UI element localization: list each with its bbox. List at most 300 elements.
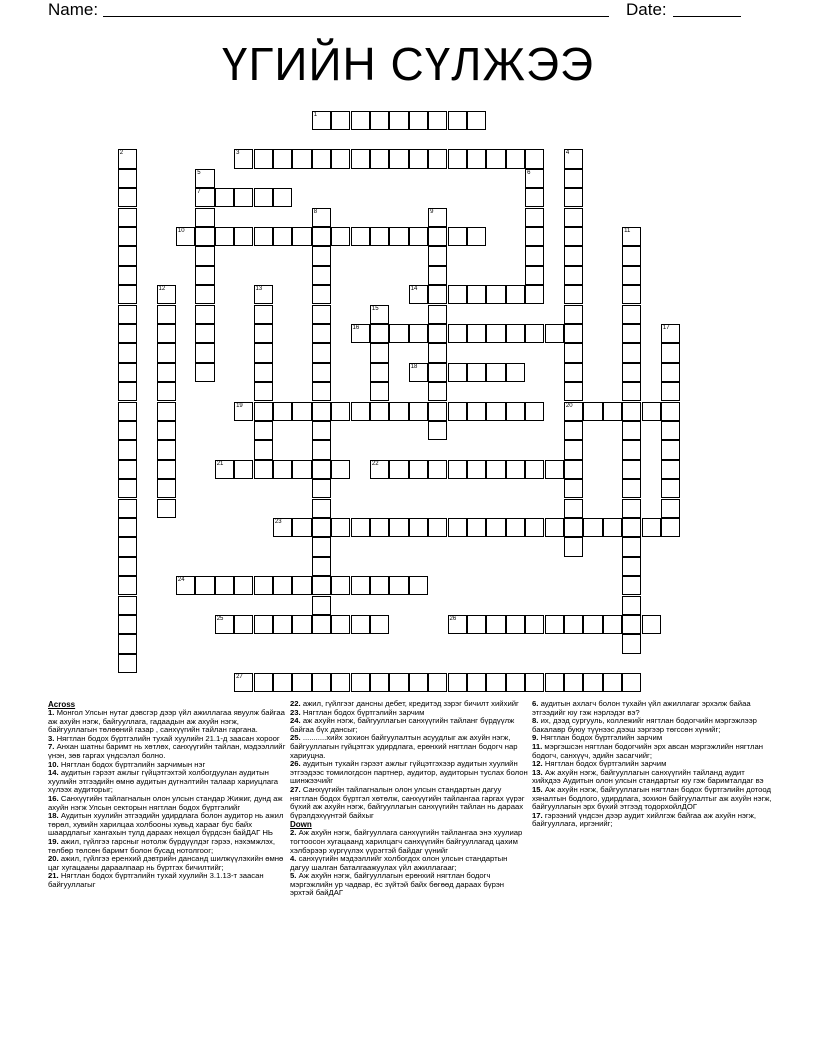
- grid-cell[interactable]: [564, 421, 583, 440]
- grid-cell[interactable]: [312, 499, 331, 518]
- grid-cell[interactable]: [118, 440, 137, 459]
- grid-cell[interactable]: [564, 305, 583, 324]
- grid-cell[interactable]: [370, 227, 389, 246]
- grid-cell[interactable]: [603, 615, 622, 634]
- grid-cell[interactable]: [351, 402, 370, 421]
- grid-cell[interactable]: [564, 673, 583, 692]
- grid-cell[interactable]: [292, 673, 311, 692]
- grid-cell[interactable]: [428, 673, 447, 692]
- grid-cell[interactable]: [118, 305, 137, 324]
- grid-cell[interactable]: [564, 615, 583, 634]
- grid-cell[interactable]: [409, 518, 428, 537]
- grid-cell[interactable]: [564, 537, 583, 556]
- grid-cell[interactable]: [176, 227, 195, 246]
- grid-cell[interactable]: [622, 634, 641, 653]
- grid-cell[interactable]: [583, 402, 602, 421]
- grid-cell[interactable]: [215, 615, 234, 634]
- grid-cell[interactable]: [157, 499, 176, 518]
- grid-cell[interactable]: [312, 440, 331, 459]
- grid-cell[interactable]: [467, 402, 486, 421]
- grid-cell[interactable]: [234, 615, 253, 634]
- grid-cell[interactable]: [195, 324, 214, 343]
- grid-cell[interactable]: [428, 402, 447, 421]
- grid-cell[interactable]: [448, 285, 467, 304]
- grid-cell[interactable]: [525, 324, 544, 343]
- grid-cell[interactable]: [312, 557, 331, 576]
- grid-cell[interactable]: [273, 673, 292, 692]
- grid-cell[interactable]: [603, 673, 622, 692]
- grid-cell[interactable]: [331, 673, 350, 692]
- grid-cell[interactable]: [428, 382, 447, 401]
- grid-cell[interactable]: [545, 673, 564, 692]
- grid-cell[interactable]: [428, 460, 447, 479]
- grid-cell[interactable]: [661, 440, 680, 459]
- grid-cell[interactable]: [525, 266, 544, 285]
- grid-cell[interactable]: [118, 246, 137, 265]
- grid-cell[interactable]: [428, 421, 447, 440]
- grid-cell[interactable]: [157, 421, 176, 440]
- grid-cell[interactable]: [622, 343, 641, 362]
- grid-cell[interactable]: [622, 557, 641, 576]
- grid-cell[interactable]: [370, 518, 389, 537]
- grid-cell[interactable]: [428, 111, 447, 130]
- grid-cell[interactable]: [312, 673, 331, 692]
- grid-cell[interactable]: [545, 518, 564, 537]
- grid-cell[interactable]: [254, 285, 273, 304]
- grid-cell[interactable]: [273, 576, 292, 595]
- grid-cell[interactable]: [312, 246, 331, 265]
- grid-cell[interactable]: [118, 499, 137, 518]
- grid-cell[interactable]: [448, 402, 467, 421]
- grid-cell[interactable]: [118, 615, 137, 634]
- grid-cell[interactable]: [312, 363, 331, 382]
- grid-cell[interactable]: [564, 499, 583, 518]
- grid-cell[interactable]: [622, 596, 641, 615]
- grid-cell[interactable]: [506, 518, 525, 537]
- grid-cell[interactable]: [254, 149, 273, 168]
- grid-cell[interactable]: [118, 479, 137, 498]
- grid-cell[interactable]: [312, 343, 331, 362]
- grid-cell[interactable]: [564, 149, 583, 168]
- grid-cell[interactable]: [467, 324, 486, 343]
- grid-cell[interactable]: [312, 421, 331, 440]
- grid-cell[interactable]: [428, 518, 447, 537]
- grid-cell[interactable]: [467, 460, 486, 479]
- grid-cell[interactable]: [195, 169, 214, 188]
- grid-cell[interactable]: [254, 343, 273, 362]
- grid-cell[interactable]: [642, 518, 661, 537]
- grid-cell[interactable]: [215, 188, 234, 207]
- grid-cell[interactable]: [370, 149, 389, 168]
- grid-cell[interactable]: [312, 324, 331, 343]
- grid-cell[interactable]: [215, 576, 234, 595]
- grid-cell[interactable]: [118, 363, 137, 382]
- grid-cell[interactable]: [370, 305, 389, 324]
- grid-cell[interactable]: [157, 479, 176, 498]
- grid-cell[interactable]: [195, 246, 214, 265]
- grid-cell[interactable]: [661, 382, 680, 401]
- grid-cell[interactable]: [195, 343, 214, 362]
- grid-cell[interactable]: [622, 266, 641, 285]
- grid-cell[interactable]: [622, 421, 641, 440]
- grid-cell[interactable]: [351, 518, 370, 537]
- grid-cell[interactable]: [312, 266, 331, 285]
- grid-cell[interactable]: [564, 343, 583, 362]
- grid-cell[interactable]: [467, 111, 486, 130]
- grid-cell[interactable]: [195, 208, 214, 227]
- grid-cell[interactable]: [118, 654, 137, 673]
- grid-cell[interactable]: [486, 149, 505, 168]
- grid-cell[interactable]: [292, 149, 311, 168]
- grid-cell[interactable]: [525, 285, 544, 304]
- grid-cell[interactable]: [428, 285, 447, 304]
- grid-cell[interactable]: [331, 615, 350, 634]
- grid-cell[interactable]: [312, 576, 331, 595]
- grid-cell[interactable]: [622, 285, 641, 304]
- grid-cell[interactable]: [370, 343, 389, 362]
- grid-cell[interactable]: [428, 343, 447, 362]
- grid-cell[interactable]: [215, 227, 234, 246]
- grid-cell[interactable]: [583, 518, 602, 537]
- grid-cell[interactable]: [312, 227, 331, 246]
- grid-cell[interactable]: [118, 576, 137, 595]
- grid-cell[interactable]: [331, 518, 350, 537]
- grid-cell[interactable]: [292, 402, 311, 421]
- grid-cell[interactable]: [409, 402, 428, 421]
- grid-cell[interactable]: [195, 305, 214, 324]
- grid-cell[interactable]: [622, 518, 641, 537]
- grid-cell[interactable]: [273, 615, 292, 634]
- grid-cell[interactable]: [448, 149, 467, 168]
- grid-cell[interactable]: [622, 479, 641, 498]
- grid-cell[interactable]: [506, 285, 525, 304]
- grid-cell[interactable]: [467, 363, 486, 382]
- grid-cell[interactable]: [409, 285, 428, 304]
- grid-cell[interactable]: [448, 518, 467, 537]
- grid-cell[interactable]: [254, 324, 273, 343]
- grid-cell[interactable]: [312, 615, 331, 634]
- grid-cell[interactable]: [273, 149, 292, 168]
- grid-cell[interactable]: [428, 324, 447, 343]
- grid-cell[interactable]: [642, 615, 661, 634]
- grid-cell[interactable]: [409, 460, 428, 479]
- grid-cell[interactable]: [312, 460, 331, 479]
- grid-cell[interactable]: [312, 402, 331, 421]
- grid-cell[interactable]: [622, 305, 641, 324]
- grid-cell[interactable]: [389, 149, 408, 168]
- grid-cell[interactable]: [273, 402, 292, 421]
- grid-cell[interactable]: [195, 363, 214, 382]
- grid-cell[interactable]: [292, 518, 311, 537]
- grid-cell[interactable]: [428, 305, 447, 324]
- grid-cell[interactable]: [389, 673, 408, 692]
- grid-cell[interactable]: [448, 324, 467, 343]
- grid-cell[interactable]: [506, 460, 525, 479]
- grid-cell[interactable]: [312, 382, 331, 401]
- grid-cell[interactable]: [254, 402, 273, 421]
- grid-cell[interactable]: [234, 673, 253, 692]
- grid-cell[interactable]: [370, 615, 389, 634]
- grid-cell[interactable]: [506, 324, 525, 343]
- grid-cell[interactable]: [351, 149, 370, 168]
- grid-cell[interactable]: [389, 324, 408, 343]
- grid-cell[interactable]: [370, 363, 389, 382]
- grid-cell[interactable]: [157, 382, 176, 401]
- grid-cell[interactable]: [583, 673, 602, 692]
- grid-cell[interactable]: [428, 266, 447, 285]
- grid-cell[interactable]: [370, 576, 389, 595]
- grid-cell[interactable]: [254, 305, 273, 324]
- grid-cell[interactable]: [525, 227, 544, 246]
- grid-cell[interactable]: [486, 460, 505, 479]
- grid-cell[interactable]: [622, 499, 641, 518]
- grid-cell[interactable]: [157, 402, 176, 421]
- grid-cell[interactable]: [622, 440, 641, 459]
- grid-cell[interactable]: [564, 460, 583, 479]
- grid-cell[interactable]: [564, 169, 583, 188]
- grid-cell[interactable]: [254, 227, 273, 246]
- grid-cell[interactable]: [118, 188, 137, 207]
- grid-cell[interactable]: [331, 576, 350, 595]
- grid-cell[interactable]: [176, 576, 195, 595]
- grid-cell[interactable]: [486, 673, 505, 692]
- grid-cell[interactable]: [312, 518, 331, 537]
- grid-cell[interactable]: [351, 673, 370, 692]
- grid-cell[interactable]: [254, 382, 273, 401]
- grid-cell[interactable]: [312, 208, 331, 227]
- grid-cell[interactable]: [351, 111, 370, 130]
- grid-cell[interactable]: [448, 460, 467, 479]
- grid-cell[interactable]: [118, 343, 137, 362]
- grid-cell[interactable]: [525, 518, 544, 537]
- grid-cell[interactable]: [467, 518, 486, 537]
- grid-cell[interactable]: [467, 615, 486, 634]
- grid-cell[interactable]: [661, 518, 680, 537]
- grid-cell[interactable]: [331, 460, 350, 479]
- grid-cell[interactable]: [564, 324, 583, 343]
- grid-cell[interactable]: [157, 440, 176, 459]
- grid-cell[interactable]: [486, 402, 505, 421]
- grid-cell[interactable]: [525, 673, 544, 692]
- grid-cell[interactable]: [564, 246, 583, 265]
- grid-cell[interactable]: [564, 518, 583, 537]
- grid-cell[interactable]: [428, 246, 447, 265]
- grid-cell[interactable]: [428, 149, 447, 168]
- grid-cell[interactable]: [234, 227, 253, 246]
- grid-cell[interactable]: [118, 537, 137, 556]
- grid-cell[interactable]: [564, 440, 583, 459]
- grid-cell[interactable]: [661, 460, 680, 479]
- grid-cell[interactable]: [370, 111, 389, 130]
- grid-cell[interactable]: [486, 324, 505, 343]
- grid-cell[interactable]: [118, 421, 137, 440]
- grid-cell[interactable]: [564, 208, 583, 227]
- grid-cell[interactable]: [157, 285, 176, 304]
- grid-cell[interactable]: [409, 324, 428, 343]
- grid-cell[interactable]: [525, 208, 544, 227]
- grid-cell[interactable]: [661, 363, 680, 382]
- grid-cell[interactable]: [118, 169, 137, 188]
- grid-cell[interactable]: [254, 615, 273, 634]
- grid-cell[interactable]: [157, 324, 176, 343]
- grid-cell[interactable]: [603, 518, 622, 537]
- grid-cell[interactable]: [389, 111, 408, 130]
- grid-cell[interactable]: [234, 576, 253, 595]
- grid-cell[interactable]: [118, 596, 137, 615]
- grid-cell[interactable]: [506, 363, 525, 382]
- grid-cell[interactable]: [409, 363, 428, 382]
- grid-cell[interactable]: [661, 343, 680, 362]
- grid-cell[interactable]: [195, 285, 214, 304]
- grid-cell[interactable]: [622, 402, 641, 421]
- grid-cell[interactable]: [525, 169, 544, 188]
- grid-cell[interactable]: [273, 227, 292, 246]
- grid-cell[interactable]: [467, 673, 486, 692]
- grid-cell[interactable]: [525, 460, 544, 479]
- grid-cell[interactable]: [525, 402, 544, 421]
- grid-cell[interactable]: [312, 285, 331, 304]
- grid-cell[interactable]: [525, 246, 544, 265]
- grid-cell[interactable]: [292, 615, 311, 634]
- grid-cell[interactable]: [351, 227, 370, 246]
- grid-cell[interactable]: [273, 460, 292, 479]
- grid-cell[interactable]: [486, 363, 505, 382]
- grid-cell[interactable]: [448, 363, 467, 382]
- grid-cell[interactable]: [467, 149, 486, 168]
- grid-cell[interactable]: [389, 402, 408, 421]
- grid-cell[interactable]: [157, 363, 176, 382]
- grid-cell[interactable]: [118, 227, 137, 246]
- grid-cell[interactable]: [331, 227, 350, 246]
- grid-cell[interactable]: [467, 285, 486, 304]
- grid-cell[interactable]: [254, 188, 273, 207]
- grid-cell[interactable]: [661, 499, 680, 518]
- grid-cell[interactable]: [312, 305, 331, 324]
- grid-cell[interactable]: [389, 460, 408, 479]
- grid-cell[interactable]: [234, 460, 253, 479]
- grid-cell[interactable]: [389, 518, 408, 537]
- grid-cell[interactable]: [351, 576, 370, 595]
- grid-cell[interactable]: [312, 596, 331, 615]
- grid-cell[interactable]: [273, 188, 292, 207]
- grid-cell[interactable]: [506, 615, 525, 634]
- grid-cell[interactable]: [428, 227, 447, 246]
- grid-cell[interactable]: [545, 615, 564, 634]
- grid-cell[interactable]: [351, 324, 370, 343]
- grid-cell[interactable]: [564, 402, 583, 421]
- grid-cell[interactable]: [157, 305, 176, 324]
- grid-cell[interactable]: [661, 421, 680, 440]
- grid-cell[interactable]: [564, 266, 583, 285]
- grid-cell[interactable]: [622, 382, 641, 401]
- grid-cell[interactable]: [118, 402, 137, 421]
- grid-cell[interactable]: [254, 460, 273, 479]
- grid-cell[interactable]: [506, 673, 525, 692]
- grid-cell[interactable]: [622, 246, 641, 265]
- grid-cell[interactable]: [118, 557, 137, 576]
- grid-cell[interactable]: [564, 382, 583, 401]
- grid-cell[interactable]: [254, 440, 273, 459]
- grid-cell[interactable]: [564, 285, 583, 304]
- grid-cell[interactable]: [486, 518, 505, 537]
- grid-cell[interactable]: [409, 576, 428, 595]
- grid-cell[interactable]: [564, 479, 583, 498]
- grid-cell[interactable]: [157, 460, 176, 479]
- grid-cell[interactable]: [545, 460, 564, 479]
- grid-cell[interactable]: [234, 402, 253, 421]
- grid-cell[interactable]: [642, 402, 661, 421]
- grid-cell[interactable]: [118, 324, 137, 343]
- grid-cell[interactable]: [292, 227, 311, 246]
- grid-cell[interactable]: [331, 149, 350, 168]
- grid-cell[interactable]: [448, 615, 467, 634]
- grid-cell[interactable]: [234, 188, 253, 207]
- grid-cell[interactable]: [409, 149, 428, 168]
- grid-cell[interactable]: [661, 402, 680, 421]
- grid-cell[interactable]: [525, 615, 544, 634]
- grid-cell[interactable]: [486, 285, 505, 304]
- grid-cell[interactable]: [622, 324, 641, 343]
- grid-cell[interactable]: [195, 188, 214, 207]
- name-field[interactable]: [103, 16, 609, 17]
- grid-cell[interactable]: [370, 382, 389, 401]
- grid-cell[interactable]: [448, 227, 467, 246]
- date-field[interactable]: [673, 16, 741, 17]
- grid-cell[interactable]: [409, 111, 428, 130]
- grid-cell[interactable]: [564, 363, 583, 382]
- grid-cell[interactable]: [370, 402, 389, 421]
- grid-cell[interactable]: [622, 460, 641, 479]
- grid-cell[interactable]: [622, 576, 641, 595]
- grid-cell[interactable]: [370, 460, 389, 479]
- grid-cell[interactable]: [486, 615, 505, 634]
- grid-cell[interactable]: [428, 208, 447, 227]
- grid-cell[interactable]: [118, 460, 137, 479]
- grid-cell[interactable]: [428, 363, 447, 382]
- grid-cell[interactable]: [370, 673, 389, 692]
- grid-cell[interactable]: [622, 537, 641, 556]
- grid-cell[interactable]: [622, 615, 641, 634]
- grid-cell[interactable]: [215, 460, 234, 479]
- grid-cell[interactable]: [195, 576, 214, 595]
- grid-cell[interactable]: [564, 188, 583, 207]
- grid-cell[interactable]: [118, 266, 137, 285]
- grid-cell[interactable]: [564, 227, 583, 246]
- grid-cell[interactable]: [448, 111, 467, 130]
- grid-cell[interactable]: [254, 363, 273, 382]
- grid-cell[interactable]: [622, 363, 641, 382]
- grid-cell[interactable]: [603, 402, 622, 421]
- grid-cell[interactable]: [273, 518, 292, 537]
- grid-cell[interactable]: [312, 537, 331, 556]
- grid-cell[interactable]: [389, 227, 408, 246]
- grid-cell[interactable]: [525, 188, 544, 207]
- grid-cell[interactable]: [312, 149, 331, 168]
- grid-cell[interactable]: [292, 460, 311, 479]
- grid-cell[interactable]: [661, 479, 680, 498]
- grid-cell[interactable]: [254, 673, 273, 692]
- grid-cell[interactable]: [195, 227, 214, 246]
- grid-cell[interactable]: [157, 343, 176, 362]
- grid-cell[interactable]: [389, 576, 408, 595]
- grid-cell[interactable]: [448, 673, 467, 692]
- grid-cell[interactable]: [351, 615, 370, 634]
- grid-cell[interactable]: [118, 518, 137, 537]
- grid-cell[interactable]: [622, 673, 641, 692]
- grid-cell[interactable]: [118, 382, 137, 401]
- grid-cell[interactable]: [292, 576, 311, 595]
- grid-cell[interactable]: [254, 421, 273, 440]
